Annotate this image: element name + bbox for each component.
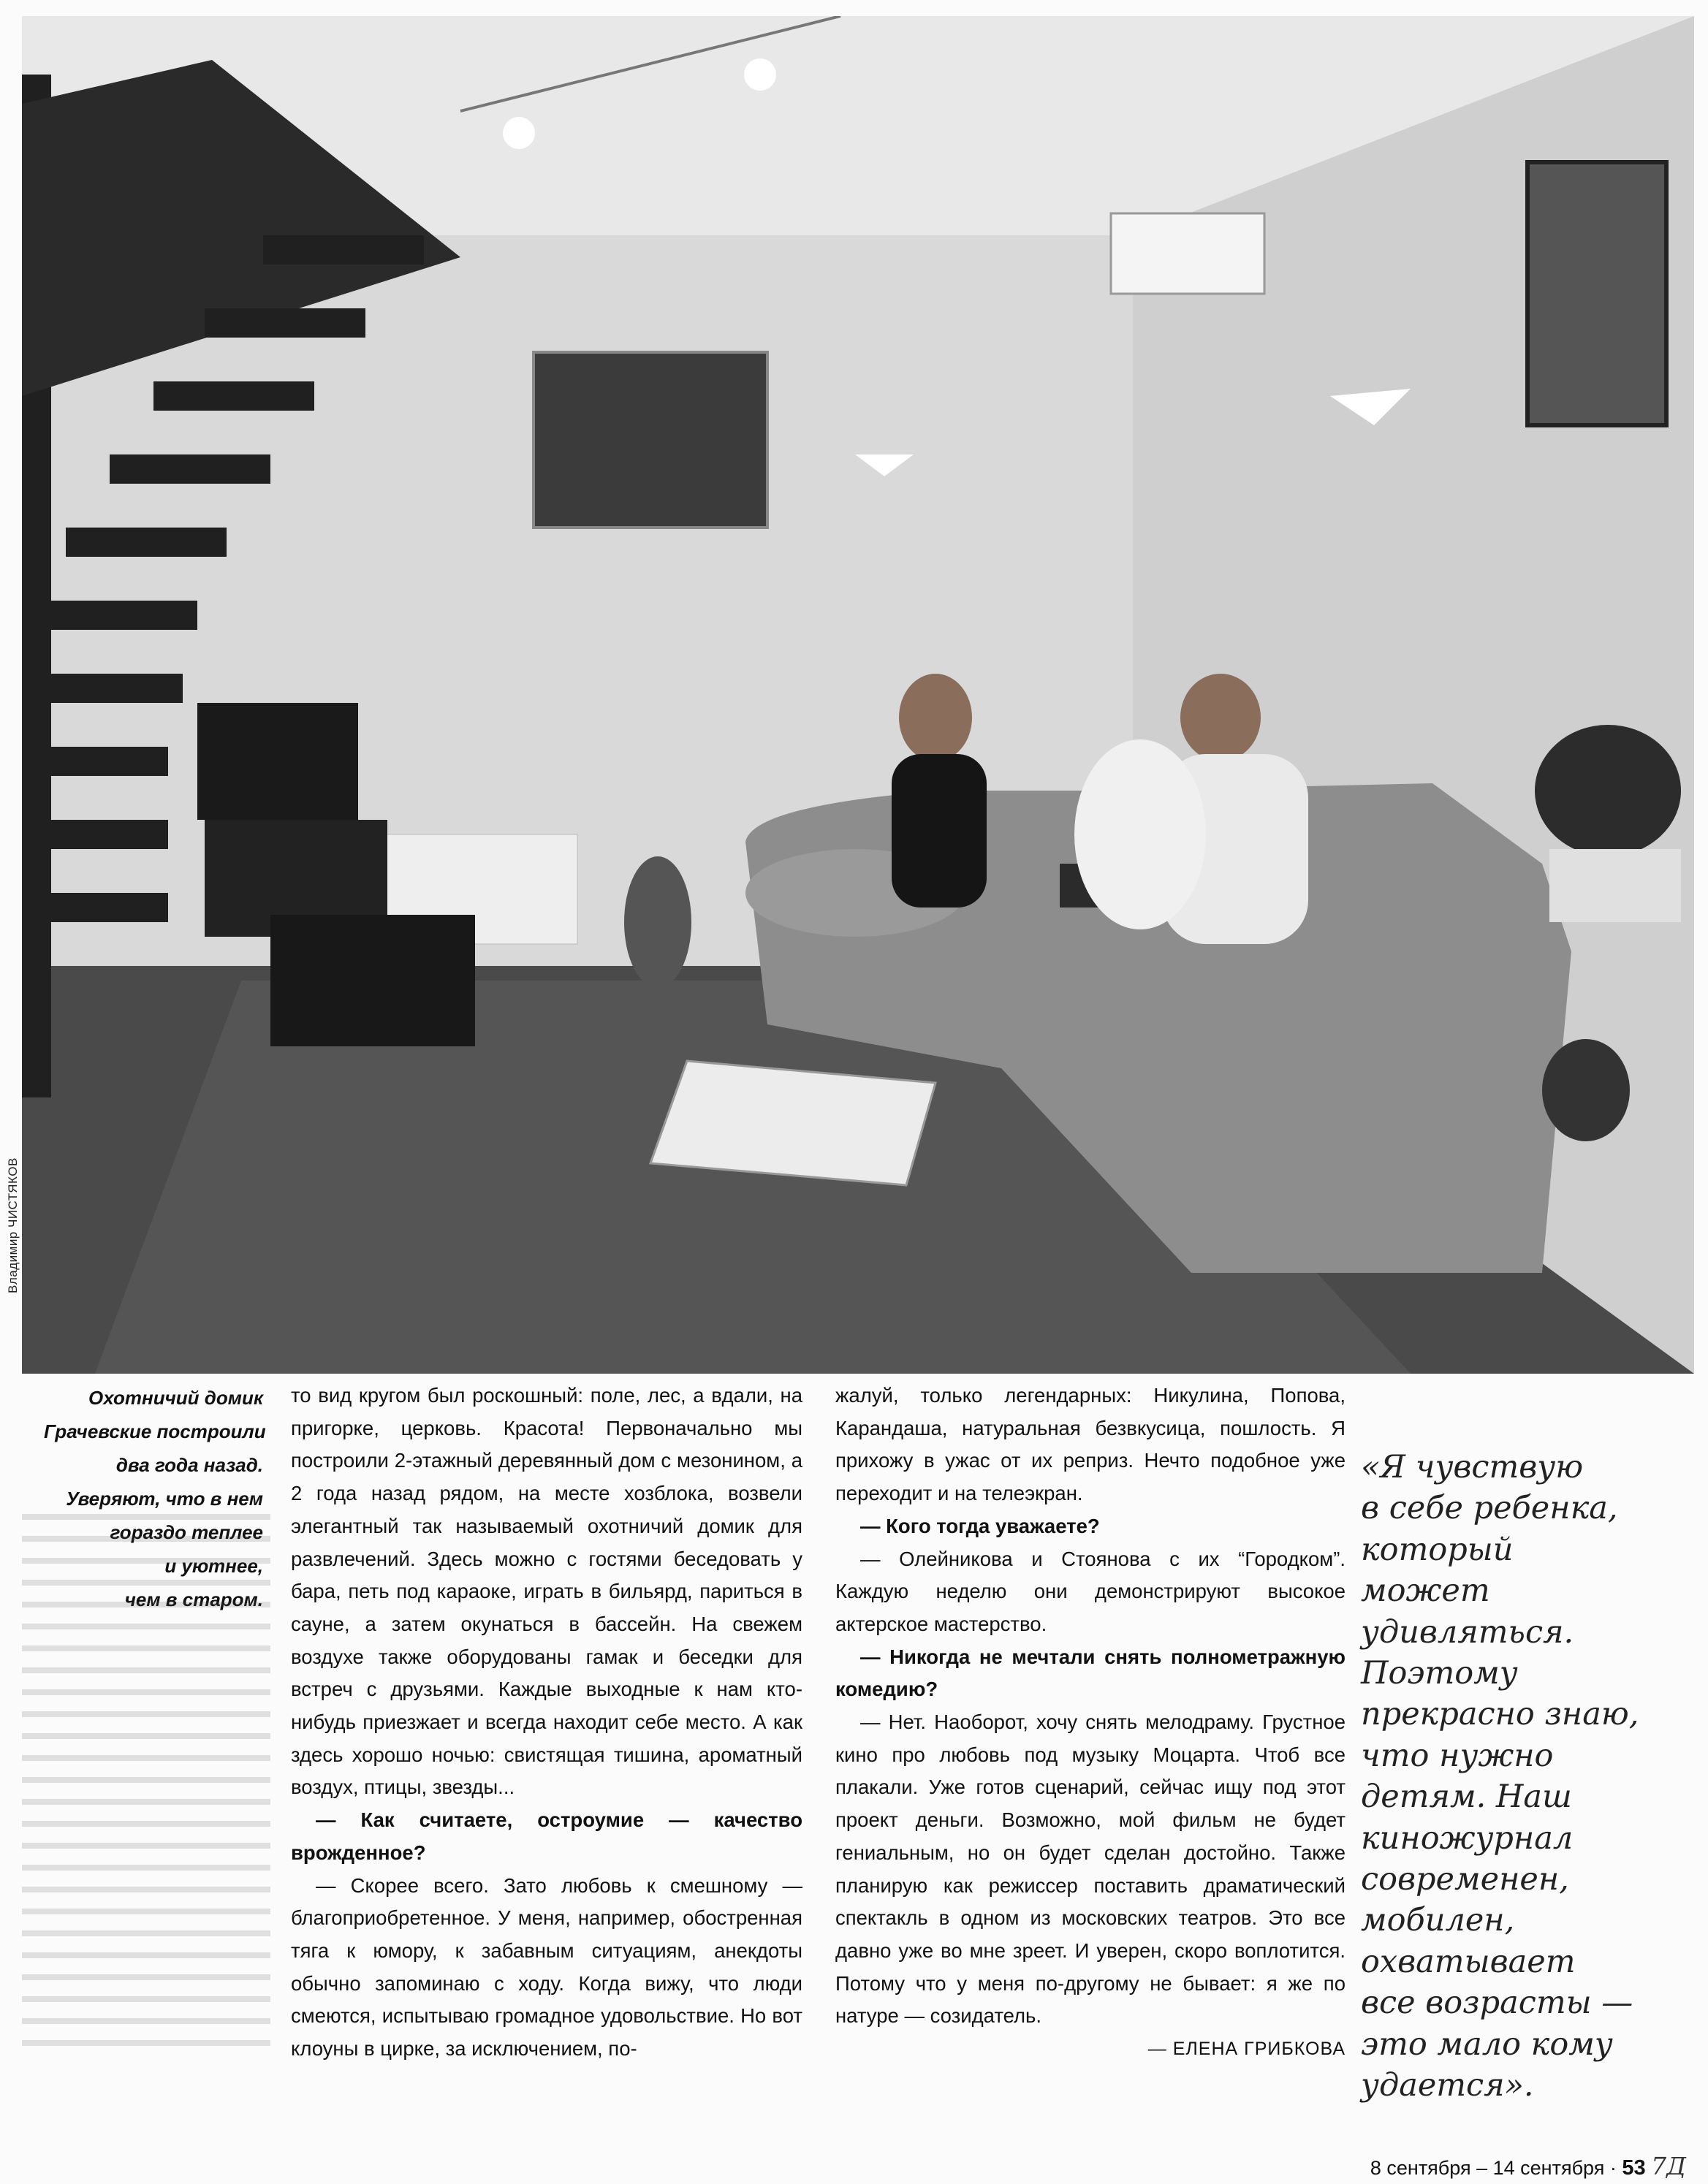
paragraph: жалуй, только легендарных: Никулина, Попова, Карандаша, натуральная безвкусица, пошлость. Я прихожу в ужас от их реприз. Нечто подобное уже переходит и на телеэкран. [835, 1384, 1345, 1505]
quote-line: киножурнал [1361, 1819, 1574, 1857]
interview-question: — Никогда не мечтали снять полнометражную комедию? [835, 1645, 1345, 1701]
caption-line: два года назад. [115, 1454, 263, 1476]
quote-line: мобилен, [1361, 1902, 1515, 1939]
quote-line: детям. Наш [1361, 1778, 1572, 1816]
paragraph: — Олейникова и Стоянова с их “Городком”. Каждую неделю они демонстрируют высокое актерское мастерство. [835, 1547, 1345, 1635]
caption-line: Уверяют, что в нем [66, 1488, 263, 1510]
quote-line: современен, [1361, 1861, 1569, 1898]
main-photo [22, 16, 1694, 1374]
living-room-photo [22, 16, 1694, 1374]
photo-credit: Владимир ЧИСТЯКОВ [6, 1157, 20, 1293]
quote-line: это мало кому [1361, 2025, 1613, 2063]
paragraph: то вид кругом был роскошный: поле, лес, а вдали, на пригорке, церковь. Красота! Первоначально мы построили 2-этажный деревянный дом с мезонином, а 2 года назад рядом, на месте хозблока, возвели элегантный так называемый охотничий домик для развлечений. Здесь можно с гостями беседовать у бара, петь под караоке, играть в бильярд, париться в сауне, а затем окунаться в бассейн. На свежем воздухе также оборудованы гамак и беседки для встреч с друзьями. Каждые выходные к нам кто-нибудь приезжает и всегда находит себе место. А как здесь хорошо ночью: свистящая тишина, ароматный воздух, птицы, звезды... [291, 1384, 802, 1799]
caption-line: Грачевские построили [44, 1420, 266, 1442]
quote-line: что нужно [1361, 1737, 1554, 1774]
paragraph: — Скорее всего. Зато любовь к смешному — благоприобретенное. У меня, например, обостренная тяга к юмору, к забавным ситуациям, анекдоты обычно запоминаю с ходу. Когда вижу, что люди смеются, испытываю громадное удовольствие. Но вот клоуны в цирке, за исключением, по- [291, 1873, 802, 2061]
quote-line: Поэтому [1361, 1655, 1518, 1692]
bleed-through-text [22, 1498, 270, 2053]
caption-line: и уютнее, [164, 1555, 263, 1577]
paragraph: — Нет. Наоборот, хочу снять мелодраму. Грустное кино про любовь под музыку Моцарта. Чтоб все плакали. Уже готов сценарий, сейчас ищу под этот проект деньги. Возможно, мой фильм не будет гениальным, но он будет сделан достойно. Также планирую как режиссер поставить драматический спектакль в одном из московских театров. Это все давно уже во мне зреет. И уверен, скоро воплотится. Потому что у меня по-другому не бывает: я же по натуре — созидатель. [835, 1711, 1345, 2028]
page-number: 53 [1622, 2156, 1646, 2180]
quote-line: в себе ребенка, [1361, 1490, 1618, 1527]
quote-line: охватывает [1361, 1943, 1576, 1980]
interview-question: — Как считаете, остроумие — качество врожденное? [291, 1808, 802, 1864]
quote-line: все возрасты — [1361, 1985, 1633, 2022]
author-signature: — ЕЛЕНА ГРИБКОВА [1147, 2039, 1345, 2060]
page-footer [1370, 2152, 1686, 2180]
caption-line: Охотничий домик [88, 1387, 263, 1409]
quote-line: удивляться. [1361, 1613, 1574, 1651]
quote-line: который [1361, 1531, 1514, 1568]
article-column-1 [291, 1380, 802, 2066]
article-column-2 [835, 1380, 1345, 2066]
quote-line: может [1361, 1572, 1490, 1610]
magazine-logo: 7Д [1651, 2152, 1686, 2180]
quote-line: удается». [1361, 2067, 1534, 2104]
caption-line: гораздо теплее [110, 1521, 263, 1543]
pull-quote [1361, 1447, 1682, 2107]
issue-dates: 8 сентября – 14 сентября · [1370, 2157, 1617, 2179]
interview-question: — Кого тогда уважаете? [860, 1514, 1100, 1537]
quote-line: прекрасно знаю, [1361, 1696, 1639, 1733]
quote-line: «Я чувствую [1361, 1449, 1584, 1485]
caption-line: чем в старом. [124, 1588, 263, 1610]
